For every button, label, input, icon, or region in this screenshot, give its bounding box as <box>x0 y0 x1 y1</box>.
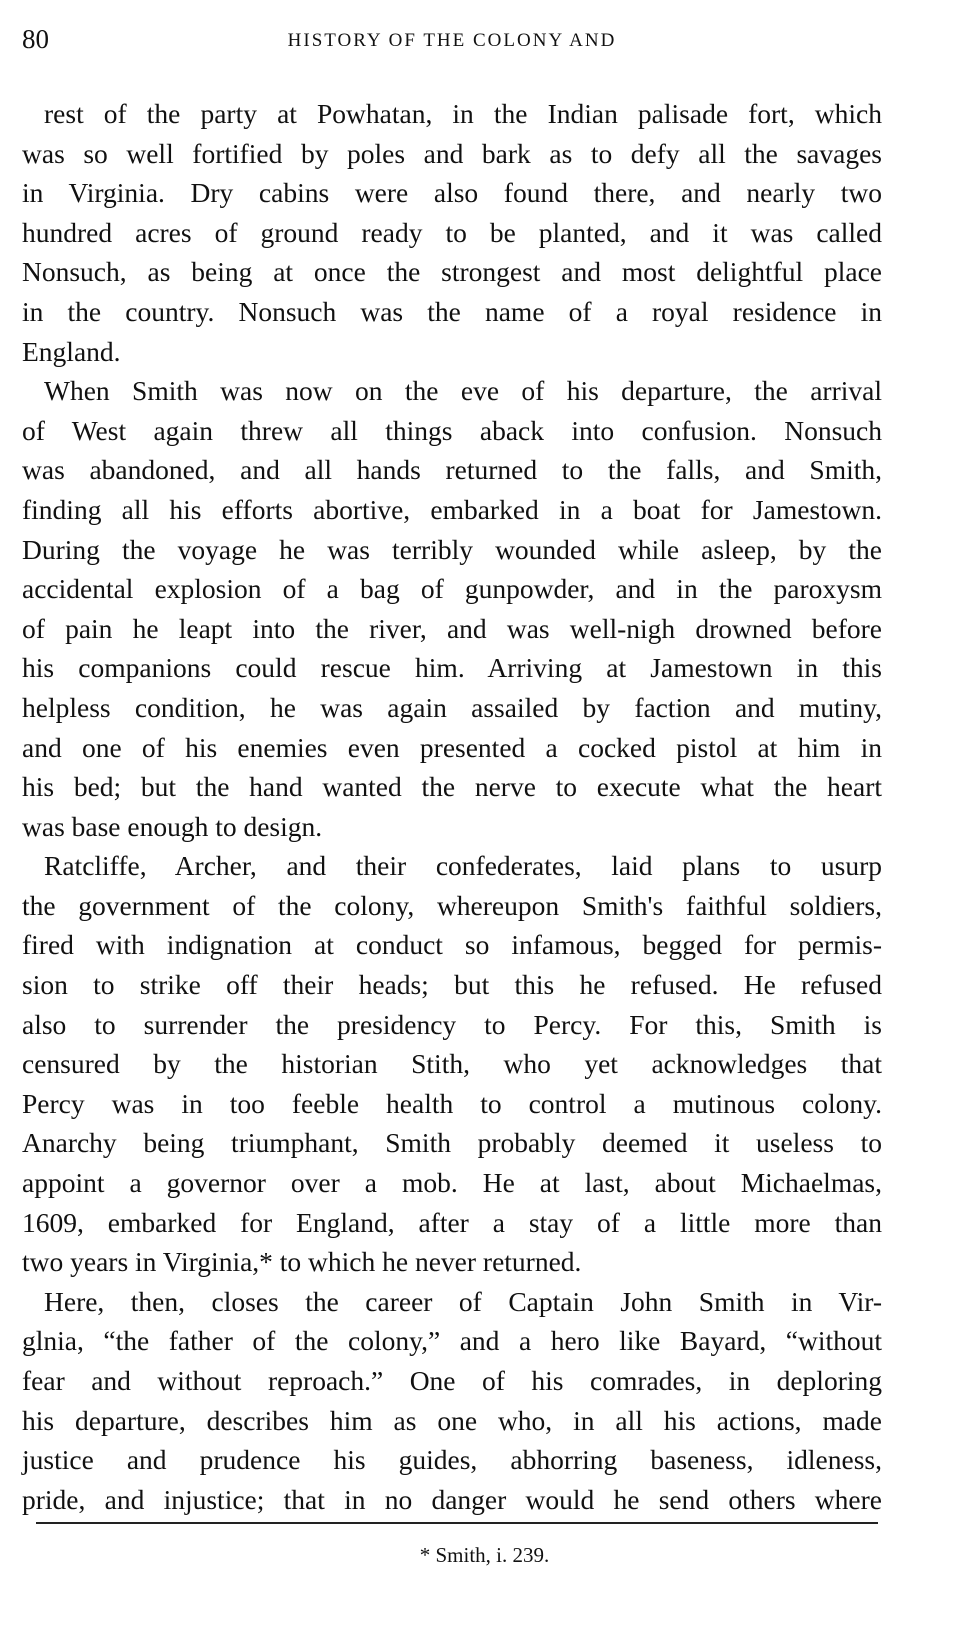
text-line: rest of the party at Powhatan, in the Indian palisade fort, which <box>44 98 882 129</box>
text-line: 1609, embarked for England, after a stay of a little more than <box>22 1206 882 1238</box>
body-text <box>22 94 882 1519</box>
text-line: of pain he leapt into the river, and was well-nigh drowned before <box>22 612 882 644</box>
text-line: in the country. Nonsuch was the name of a royal residence in <box>22 295 882 327</box>
text-line: Percy was in too feeble health to control a mutinous colony. <box>22 1087 882 1119</box>
text-line: in Virginia. Dry cabins were also found there, and nearly two <box>22 177 882 209</box>
page-header <box>22 24 882 60</box>
text-line: When Smith was now on the eve of his departure, the arrival <box>44 375 882 407</box>
text-line: sion to strike off their heads; but this he refused. He refused <box>22 969 882 1001</box>
text-line: fired with indignation at conduct so infamous, begged for permis- <box>22 929 882 961</box>
text-line: helpless condition, he was again assailed by faction and mutiny, <box>22 691 882 723</box>
paragraph <box>22 371 882 846</box>
text-line: accidental explosion of a bag of gunpowder, and in the paroxysm <box>22 573 882 605</box>
running-head: HISTORY OF THE COLONY AND <box>287 30 617 51</box>
text-line: of West again threw all things aback into confusion. Nonsuch <box>22 414 882 446</box>
footnote: * Smith, i. 239. <box>419 1543 550 1567</box>
text-line: was so well fortified by poles and bark as to defy all the savages <box>22 137 882 169</box>
text-line: was abandoned, and all hands returned to the falls, and Smith, <box>22 454 882 486</box>
text-line: England. <box>22 335 121 367</box>
text-line: his bed; but the hand wanted the nerve to execute what the heart <box>22 771 882 803</box>
text-line: two years in Virginia,* to which he never returned. <box>22 1246 582 1278</box>
text-line: justice and prudence his guides, abhorring baseness, idleness, <box>22 1444 882 1476</box>
page-number: 80 <box>22 24 49 54</box>
text-line: appoint a governor over a mob. He at last, about Michaelmas, <box>22 1167 882 1199</box>
text-line: also to surrender the presidency to Percy. For this, Smith is <box>22 1008 882 1040</box>
paragraph <box>22 1282 882 1520</box>
footnote-divider <box>36 1522 878 1524</box>
text-line: his companions could rescue him. Arriving at Jamestown in this <box>22 652 882 684</box>
text-line: Ratcliffe, Archer, and their confederates, laid plans to usurp <box>44 850 882 882</box>
text-line: his departure, describes him as one who, in all his actions, made <box>22 1404 882 1436</box>
text-line: hundred acres of ground ready to be planted, and it was called <box>22 216 882 248</box>
paragraph <box>22 94 882 371</box>
text-line: pride, and injustice; that in no danger would he send others where <box>22 1483 882 1515</box>
text-line: Anarchy being triumphant, Smith probably deemed it useless to <box>22 1127 882 1159</box>
text-line: Nonsuch, as being at once the strongest and most delightful place <box>22 256 882 288</box>
text-line: censured by the historian Stith, who yet acknowledges that <box>22 1048 882 1080</box>
text-line: was base enough to design. <box>22 810 323 842</box>
text-line: glnia, “the father of the colony,” and a hero like Bayard, “without <box>22 1325 882 1357</box>
paragraph <box>22 846 882 1282</box>
text-line: Here, then, closes the career of Captain John Smith in Vir- <box>44 1285 882 1317</box>
text-line: fear and without reproach.” One of his comrades, in deploring <box>22 1365 882 1396</box>
text-line: During the voyage he was terribly wounded while asleep, by the <box>22 533 882 565</box>
text-line: finding all his efforts abortive, embarked in a boat for Jamestown. <box>22 493 882 525</box>
text-line: the government of the colony, whereupon Smith's faithful soldiers, <box>22 889 882 921</box>
text-line: and one of his enemies even presented a cocked pistol at him in <box>22 731 882 763</box>
